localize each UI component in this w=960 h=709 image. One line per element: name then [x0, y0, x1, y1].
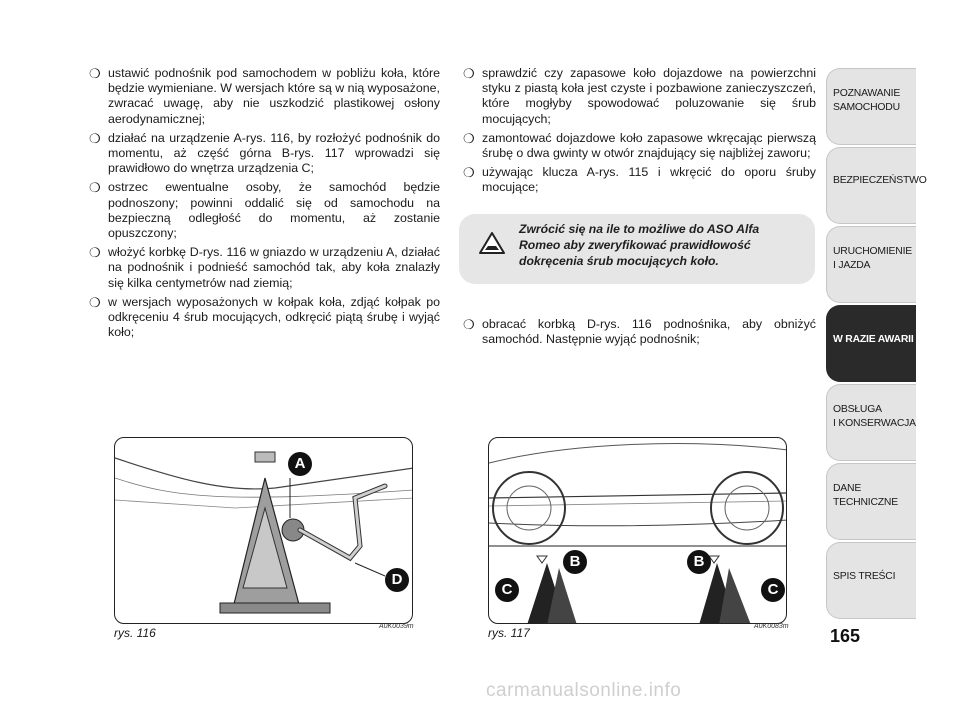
tab-uruchomienie-i-jazda[interactable]: URUCHOMIENIE I JAZDA: [826, 226, 916, 303]
tab-w-razie-awarii[interactable]: W RAZIE AWARII: [826, 305, 916, 382]
right-column: [462, 66, 816, 200]
figure-117-caption: rys. 117: [488, 626, 530, 640]
list-item: ❍ włożyć korbkę D-rys. 116 w gniazdo w urządzeniu A, działać na podnośnik i podnieść samochód tak, aby koła znalazły się kilka centymetrów nad ziemią;: [89, 245, 440, 290]
list-item: ❍ działać na urządzenie A-rys. 116, by rozłożyć podnośnik do momentu, aż część górna B-rys. 117 wprowadzi się prawidłowo do wnętrza urządzenia C;: [89, 130, 440, 176]
label-a-badge: A: [288, 452, 312, 476]
warning-box: [459, 214, 815, 284]
bullet-icon: ❍: [89, 180, 101, 196]
left-column: [88, 66, 440, 344]
bullet-icon: ❍: [463, 66, 475, 81]
list-item: ❍ ostrzec ewentualne osoby, że samochód będzie podnoszony; powinni oddalić się od samochodu na bezpieczną odległość do momentu, aż zostanie opuszczony;: [89, 180, 440, 241]
list-item: ❍ używając klucza A-rys. 115 i wkręcić do oporu śruby mocujące;: [463, 165, 816, 195]
bullet-icon: ❍: [89, 66, 101, 81]
bullet-icon: ❍: [89, 294, 101, 310]
label-c-badge: C: [495, 578, 519, 602]
label-c-badge: C: [761, 578, 785, 602]
tab-spis-tresci[interactable]: SPIS TREŚCI: [826, 542, 916, 619]
label-b-badge: B: [563, 550, 587, 574]
figure-116: [114, 437, 413, 624]
page-number: 165: [830, 626, 861, 646]
car-jack-points-illustration: [489, 438, 787, 624]
list-item: ❍ zamontować dojazdowe koło zapasowe wkręcając pierwszą śrubę o dwa gwinty w otwór znajdujący się najbliżej zaworu;: [463, 130, 816, 161]
list-item: ❍ sprawdzić czy zapasowe koło dojazdowe na powierzchni styku z piastą koła jest czyste i pozbawione zanieczyszczeń, które mogłyby spowodować poluzowanie się śrub mocujących;: [463, 66, 816, 126]
bullet-icon: ❍: [89, 130, 101, 146]
chapter-tabs: [826, 68, 927, 621]
label-d-badge: D: [385, 568, 409, 592]
tab-dane-techniczne[interactable]: DANE TECHNICZNE: [826, 463, 916, 540]
list-item: ❍ ustawić podnośnik pod samochodem w pobliżu koła, które będzie wymieniane. W wersjach które są w nią wyposażone, zwracać uwagę, aby nie uszkodzić plastikowej osłony aerodynamicznej;: [89, 66, 440, 126]
bullet-icon: ❍: [89, 245, 101, 261]
list-item: ❍ obracać korbką D-rys. 116 podnośnika, aby obniżyć samochód. Następnie wyjąć podnośnik;: [463, 317, 816, 347]
tab-obsluga-i-konserwacja[interactable]: OBSŁUGA I KONSERWACJA: [826, 384, 916, 461]
figure-117-code: A0K0083m: [754, 623, 789, 630]
jack-illustration: [115, 438, 413, 624]
figure-116-code: A0K0039m: [379, 623, 414, 630]
tab-bezpieczenstwo[interactable]: BEZPIECZEŃSTWO: [826, 147, 916, 224]
bullet-icon: ❍: [463, 165, 475, 181]
bullet-icon: ❍: [463, 317, 475, 332]
figure-116-caption: rys. 116: [114, 626, 156, 640]
right-column-after-warning: [462, 317, 816, 351]
label-b-badge: B: [687, 550, 711, 574]
bullet-icon: ❍: [463, 130, 475, 146]
warning-text: Zwrócić się na ile to możliwe do ASO Alfa Romeo aby zweryfikować prawidłowość dokręcenia śrub mocujących koło.: [519, 222, 760, 268]
warning-triangle-icon: [479, 231, 505, 255]
tab-poznawanie-samochodu[interactable]: POZNAWANIE SAMOCHODU: [826, 68, 916, 145]
list-item: ❍ w wersjach wyposażonych w kołpak koła, zdjąć kołpak po odkręceniu 4 śrub mocujących, odkręcić piątą śrubę i wyjąć koło;: [89, 294, 440, 340]
figure-117: [488, 437, 787, 624]
watermark: carmanualsonline.info: [486, 680, 682, 701]
